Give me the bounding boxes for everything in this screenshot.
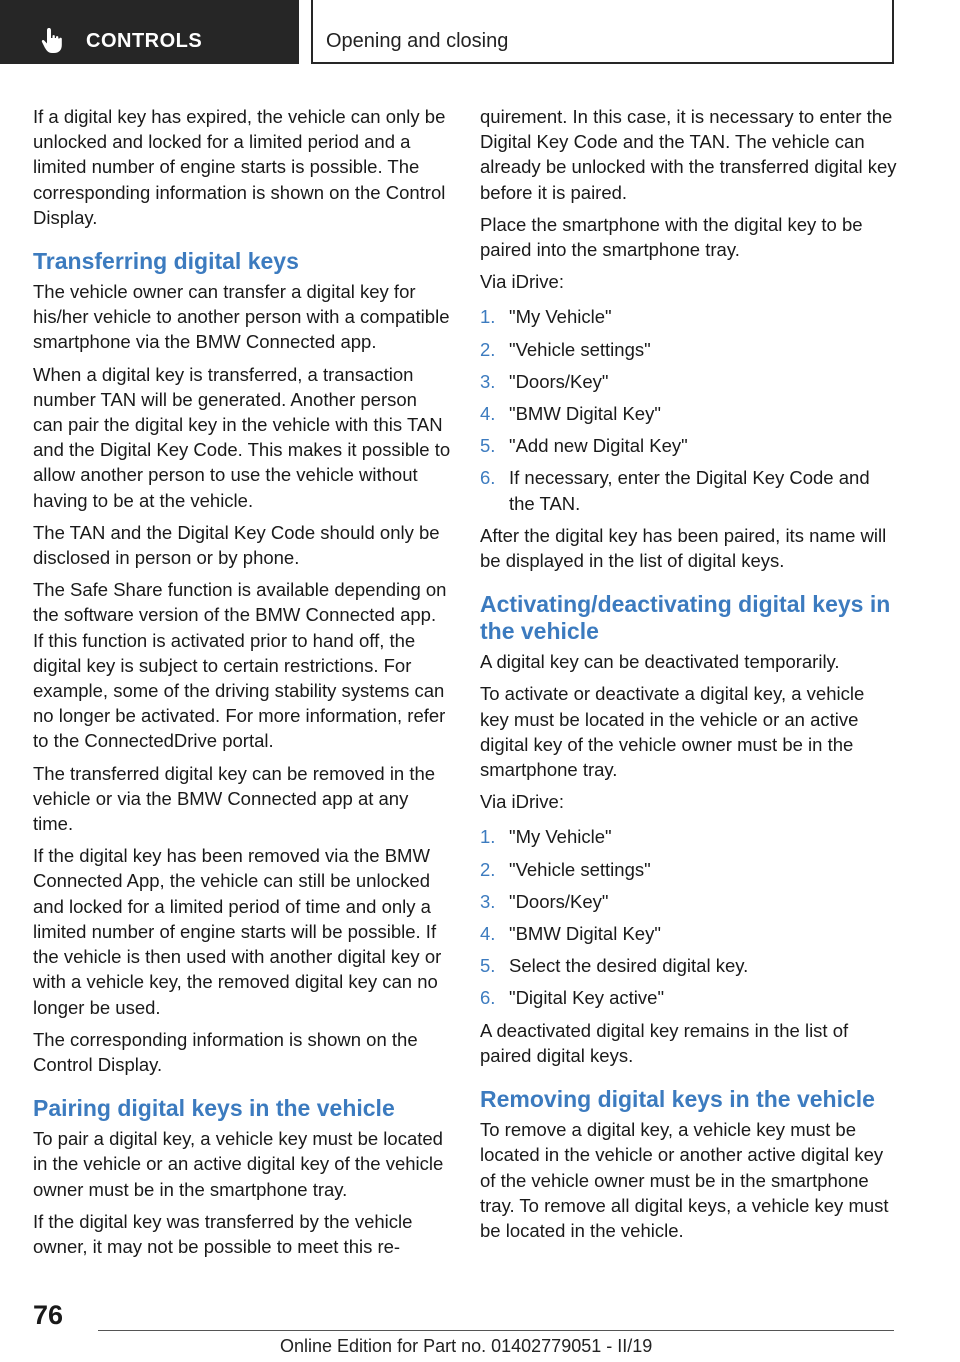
paragraph: A digital key can be deactivated temporarily.	[480, 651, 840, 673]
step-text: "Vehicle settings"	[509, 338, 651, 360]
list-item	[480, 921, 898, 946]
paragraph: The vehicle owner can transfer a digital key for his/her vehicle to another person with a compatible smartphone via the BMW Connected app.	[33, 281, 450, 353]
step-number: 1.	[480, 306, 496, 328]
right-column	[480, 104, 898, 1250]
list-item	[480, 401, 898, 426]
section-label: CONTROLS	[86, 30, 203, 52]
section-heading: Pairing digital keys in the vehicle	[33, 1095, 395, 1122]
section-heading: Activating/deactivating digital keys in the vehicle	[480, 591, 891, 645]
list-item	[480, 465, 898, 515]
step-number: 3.	[480, 370, 496, 392]
section-heading: Transferring digital keys	[33, 248, 299, 275]
list-item	[480, 953, 898, 978]
step-list	[480, 824, 898, 1010]
paragraph: Place the smartphone with the digital key to be paired into the smartphone tray.	[480, 213, 863, 261]
paragraph: The Safe Share function is available depending on the software version of the BMW Connected app. If this function is activated prior to hand off, the digital key is subject to certain restrictions. For example, some of the driving stability systems can no longer be activated. For more information, refer to the ConnectedDrive portal.	[33, 579, 447, 752]
paragraph: The corresponding information is shown on the Control Display.	[33, 1028, 418, 1075]
paragraph: To remove a digital key, a vehicle key must be located in the vehicle or another active digital key of the vehicle owner must be in the smartphone tray. To remove all digital keys, a vehicle key must be located in the vehicle.	[480, 1119, 889, 1241]
step-text: "BMW Digital Key"	[509, 923, 661, 945]
step-text: "My Vehicle"	[509, 826, 612, 848]
chapter-label: Opening and closing	[326, 30, 509, 52]
step-text: "Digital Key active"	[509, 987, 665, 1009]
step-number: 5.	[480, 435, 496, 457]
step-number: 4.	[480, 403, 496, 425]
list-item	[480, 304, 898, 329]
list-item	[480, 985, 898, 1010]
paragraph: The TAN and the Digital Key Code should only be disclosed in person or by phone.	[33, 521, 440, 569]
step-text: "Add new Digital Key"	[509, 435, 688, 457]
step-number: 2.	[480, 338, 496, 360]
list-item	[480, 369, 898, 394]
page-number: 76	[33, 1300, 64, 1330]
step-number: 2.	[480, 858, 496, 880]
step-number: 4.	[480, 923, 496, 945]
paragraph: Via iDrive:	[480, 271, 564, 293]
paragraph: quirement. In this case, it is necessary to enter the Digital Key Code and the TAN. The vehicle can already be unlocked with the transferred digital key before it is paired.	[480, 106, 897, 203]
list-item	[480, 824, 898, 849]
paragraph: To activate or deactivate a digital key, a vehicle key must be located in the vehicle or an active digital key of the vehicle owner must be in the smartphone tray.	[480, 683, 865, 781]
step-number: 1.	[480, 826, 496, 848]
step-text: Select the desired digital key.	[509, 955, 749, 977]
paragraph: Via iDrive:	[480, 791, 564, 813]
paragraph: The transferred digital key can be removed in the vehicle or via the BMW Connected app at any time.	[33, 762, 436, 835]
paragraph: A deactivated digital key remains in the list of paired digital keys.	[480, 1019, 849, 1066]
step-text: "Doors/Key"	[509, 370, 609, 392]
list-item	[480, 857, 898, 882]
step-text: "Vehicle settings"	[509, 858, 651, 880]
step-text: "BMW Digital Key"	[509, 403, 661, 425]
step-number: 6.	[480, 987, 496, 1009]
footer-edition: Online Edition for Part no. 01402779051 - II/19	[280, 1336, 653, 1356]
paragraph: If the digital key has been removed via the BMW Connected App, the vehicle can still be unlocked and locked for a limited period of time and only a limited number of engine starts will be possible. If the vehicle is then used with another digital key or with a vehicle key, the removed digital key can no longer be used.	[33, 845, 442, 1018]
chapter-tab	[311, 0, 894, 64]
step-text: "My Vehicle"	[509, 306, 612, 328]
step-number: 3.	[480, 890, 496, 912]
list-item	[480, 337, 898, 362]
paragraph: If a digital key has expired, the vehicle can only be unlocked and locked for a limited period and a limited number of engine starts is possible. The corresponding information is shown on the Control Display.	[33, 106, 446, 228]
step-number: 5.	[480, 955, 496, 977]
paragraph: After the digital key has been paired, its name will be displayed in the list of digital keys.	[480, 524, 887, 572]
hand-pointer-icon	[40, 26, 66, 54]
step-number: 6.	[480, 467, 496, 489]
left-column	[33, 104, 451, 1266]
step-list	[480, 304, 898, 515]
step-text: "Doors/Key"	[509, 890, 609, 912]
list-item	[480, 433, 898, 458]
section-heading: Removing digital keys in the vehicle	[480, 1086, 875, 1113]
page-header	[0, 0, 960, 66]
list-item	[480, 889, 898, 914]
paragraph: If the digital key was transferred by the vehicle owner, it may not be possible to meet this re-	[33, 1210, 413, 1257]
paragraph: When a digital key is transferred, a transaction number TAN will be generated. Another person can pair the digital key in the vehicle with this TAN and the Digital Key Code. This makes it possible to allow another person to use the vehicle without having to be at the vehicle.	[33, 363, 451, 511]
paragraph: To pair a digital key, a vehicle key must be located in the vehicle or an active digital key of the vehicle owner must be in the smartphone tray.	[33, 1128, 444, 1200]
section-tab	[0, 0, 299, 64]
footer-divider	[98, 1330, 894, 1331]
step-text: If necessary, enter the Digital Key Code and the TAN.	[509, 467, 870, 514]
